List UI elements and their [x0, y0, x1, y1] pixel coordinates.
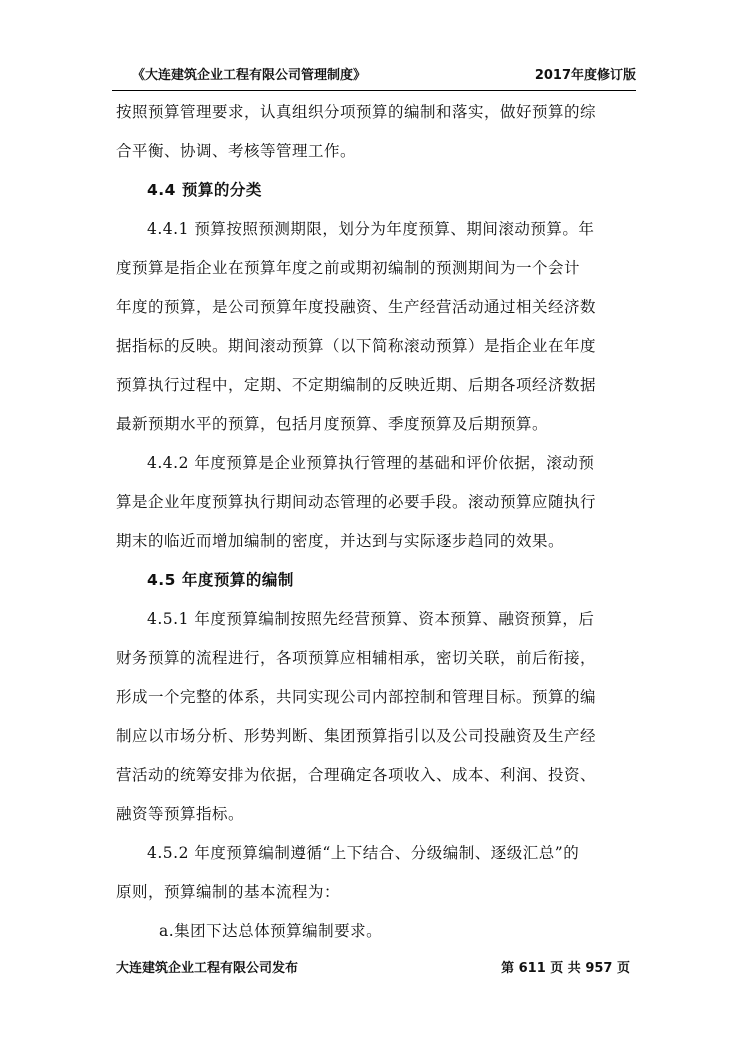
document-title: 《大连建筑企业工程有限公司管理制度》	[132, 68, 367, 83]
body-line: 财务预算的流程进行，各项预算应相辅相承，密切关联，前后衔接，	[116, 649, 597, 667]
page-footer	[116, 958, 630, 980]
body-line: 营活动的统筹安排为依据，合理确定各项收入、成本、利润、投资、	[116, 766, 597, 784]
body-line: 原则，预算编制的基本流程为：	[116, 883, 341, 901]
body-line: 期末的临近而增加编制的密度，并达到与实际逐步趋同的效果。	[116, 532, 565, 550]
section-heading-4-5: 4.5 年度预算的编制	[147, 571, 294, 589]
body-line: 融资等预算指标。	[116, 805, 245, 823]
page-number: 第 611 页 共 957 页	[501, 961, 630, 976]
body-line: 合平衡、协调、考核等管理工作。	[116, 142, 357, 160]
body-line: 4.5.2 年度预算编制遵循“上下结合、分级编制、逐级汇总”的	[147, 844, 580, 862]
list-item: a.集团下达总体预算编制要求。	[159, 922, 383, 940]
body-line: 算是企业年度预算执行期间动态管理的必要手段。滚动预算应随执行	[116, 493, 597, 511]
page-header	[112, 66, 636, 91]
body-line: 制应以市场分析、形势判断、集团预算指引以及公司投融资及生产经	[116, 727, 597, 745]
body-line: 4.4.1 预算按照预测期限，划分为年度预算、期间滚动预算。年	[147, 220, 595, 238]
edition-label: 2017年度修订版	[534, 68, 636, 83]
body-line: 4.4.2 年度预算是企业预算执行管理的基础和评价依据，滚动预	[147, 454, 595, 472]
body-line: 形成一个完整的体系，共同实现公司内部控制和管理目标。预算的编	[116, 688, 597, 706]
body-line: 按照预算管理要求，认真组织分项预算的编制和落实，做好预算的综	[116, 103, 597, 121]
body-line: 4.5.1 年度预算编制按照先经营预算、资本预算、融资预算，后	[147, 610, 595, 628]
publisher-label: 大连建筑企业工程有限公司发布	[116, 961, 299, 976]
body-line: 预算执行过程中，定期、不定期编制的反映近期、后期各项经济数据	[116, 376, 597, 394]
body-line: 最新预期水平的预算，包括月度预算、季度预算及后期预算。	[116, 415, 549, 433]
body-line: 度预算是指企业在预算年度之前或期初编制的预测期间为一个会计	[116, 259, 581, 277]
body-line: 据指标的反映。期间滚动预算（以下简称滚动预算）是指企业在年度	[116, 337, 597, 355]
body-line: 年度的预算，是公司预算年度投融资、生产经营活动通过相关经济数	[116, 298, 597, 316]
section-heading-4-4: 4.4 预算的分类	[147, 181, 262, 199]
document-body	[116, 97, 632, 955]
